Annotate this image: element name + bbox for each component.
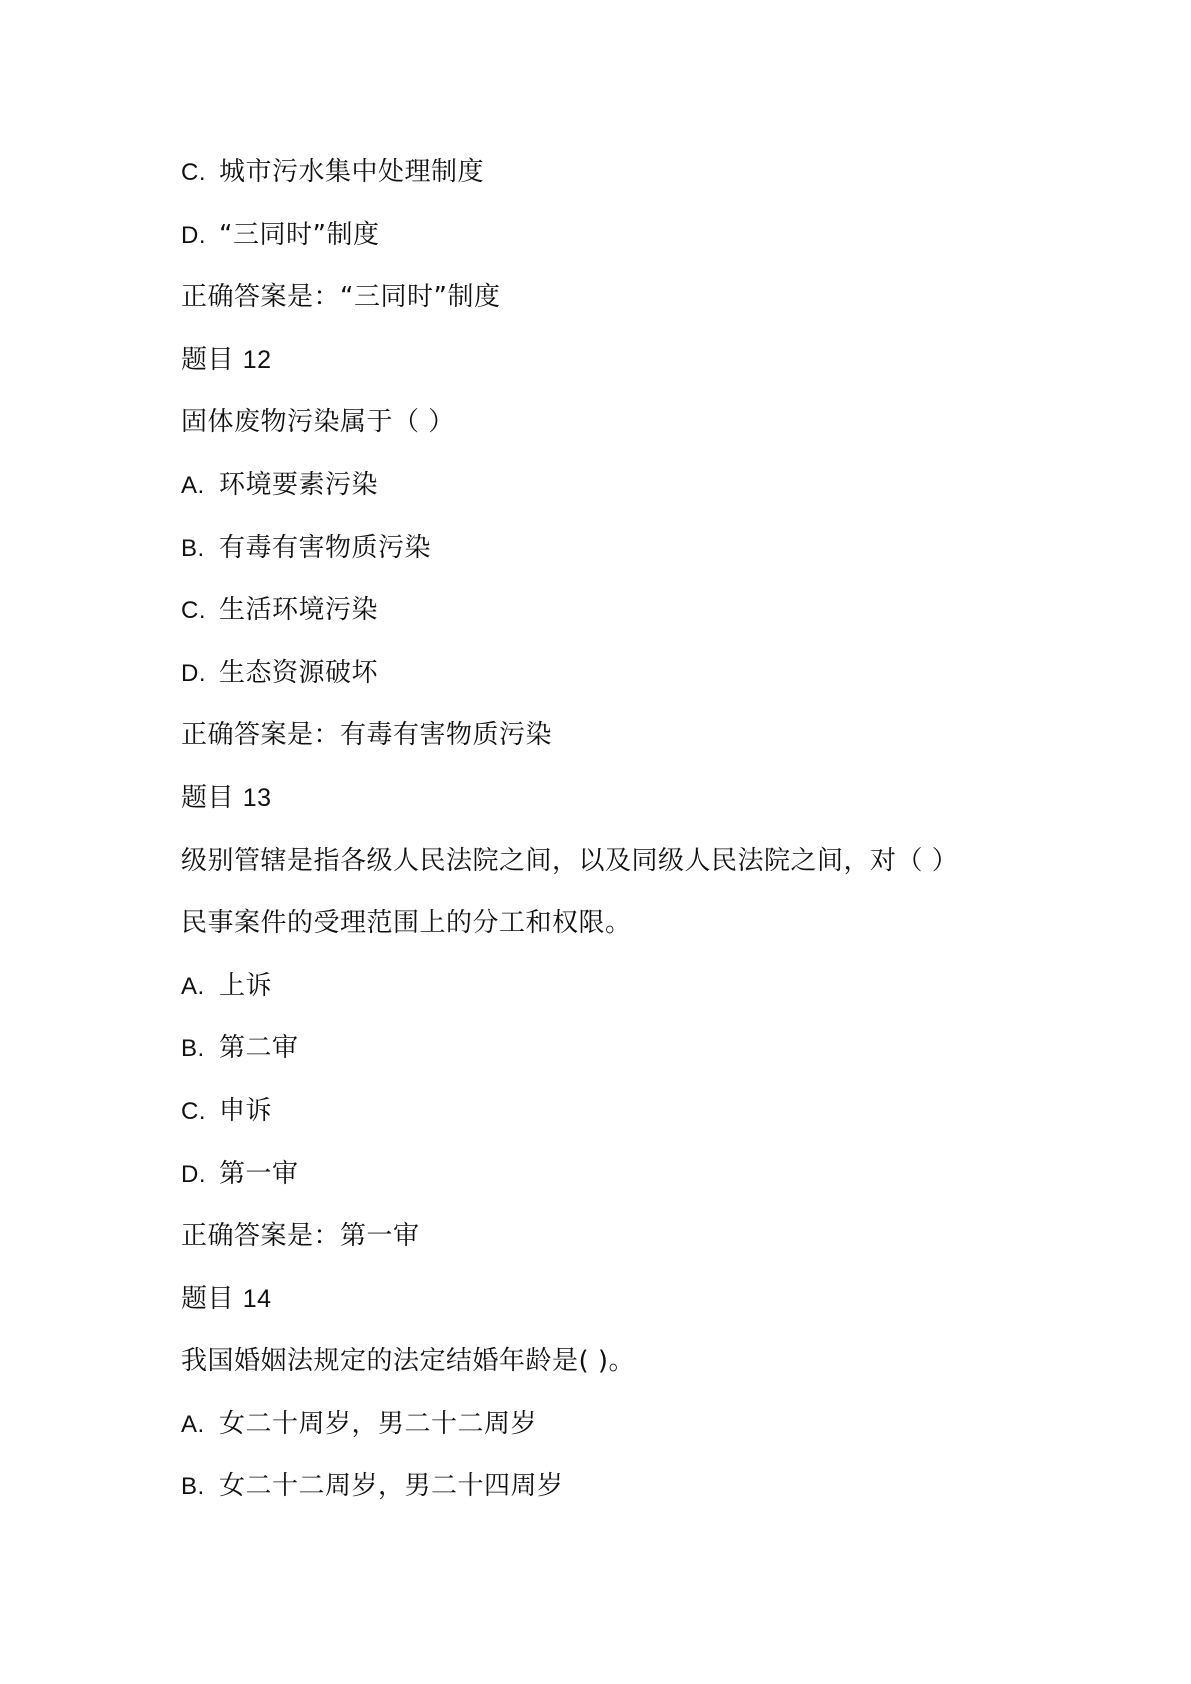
option-letter: D.	[181, 221, 206, 249]
document-content	[181, 148, 1081, 1525]
question-stem	[181, 899, 1081, 962]
question-label: 题目	[181, 782, 235, 813]
option-line	[181, 1150, 1081, 1213]
option-letter: C.	[181, 597, 206, 625]
option-line	[181, 1462, 1081, 1525]
option-line	[181, 1400, 1081, 1463]
option-letter: C.	[181, 159, 206, 186]
question-stem	[181, 398, 1081, 461]
question-stem	[181, 1337, 1081, 1400]
option-letter: A.	[181, 471, 205, 499]
answer-line	[181, 1212, 1081, 1275]
question-label: 题目	[181, 1283, 235, 1314]
option-letter: B.	[181, 1473, 205, 1501]
option-text: “三同时”制度	[219, 219, 380, 250]
option-line	[181, 962, 1081, 1025]
answer-text: 正确答案是：第一审	[181, 1221, 420, 1252]
question-heading	[181, 774, 1081, 837]
option-line	[181, 649, 1081, 712]
option-text: 有毒有害物质污染	[219, 532, 432, 563]
answer-text: 正确答案是：“三同时”制度	[181, 282, 501, 313]
question-heading	[181, 336, 1081, 399]
question-heading	[181, 1275, 1081, 1338]
option-letter: B.	[181, 1035, 205, 1063]
answer-line	[181, 711, 1081, 774]
option-letter: A.	[181, 1410, 205, 1438]
option-text: 申诉	[219, 1095, 273, 1126]
stem-text: 级别管辖是指各级人民法院之间，以及同级人民法院之间，对（ ）	[181, 845, 959, 876]
question-number: 12	[242, 345, 272, 374]
option-letter: D.	[181, 659, 206, 687]
option-text: 女二十二周岁，男二十四周岁	[219, 1471, 564, 1502]
option-line	[181, 1087, 1081, 1150]
answer-line	[181, 273, 1081, 336]
question-label: 题目	[181, 344, 235, 375]
option-line	[181, 1024, 1081, 1087]
answer-text: 正确答案是：有毒有害物质污染	[181, 720, 553, 751]
option-line	[181, 461, 1081, 524]
option-letter: B.	[181, 534, 205, 562]
question-number: 13	[242, 783, 272, 812]
option-line	[181, 148, 1081, 211]
option-text: 女二十周岁，男二十二周岁	[219, 1408, 538, 1439]
option-letter: C.	[181, 1097, 206, 1125]
option-text: 环境要素污染	[219, 469, 379, 500]
option-letter: D.	[181, 1160, 206, 1188]
option-line	[181, 211, 1081, 274]
stem-text: 民事案件的受理范围上的分工和权限。	[181, 908, 632, 939]
stem-text: 我国婚姻法规定的法定结婚年龄是( )。	[181, 1346, 636, 1377]
option-line	[181, 586, 1081, 649]
option-text: 第二审	[219, 1033, 299, 1064]
stem-text: 固体废物污染属于（ ）	[181, 407, 455, 438]
option-text: 第一审	[219, 1158, 299, 1189]
option-text: 城市污水集中处理制度	[219, 157, 485, 187]
option-text: 生态资源破坏	[219, 657, 379, 688]
question-stem	[181, 837, 1081, 900]
question-number: 14	[242, 1284, 272, 1313]
option-letter: A.	[181, 972, 205, 1000]
option-text: 生活环境污染	[219, 595, 379, 626]
option-text: 上诉	[219, 970, 273, 1001]
option-line	[181, 524, 1081, 587]
